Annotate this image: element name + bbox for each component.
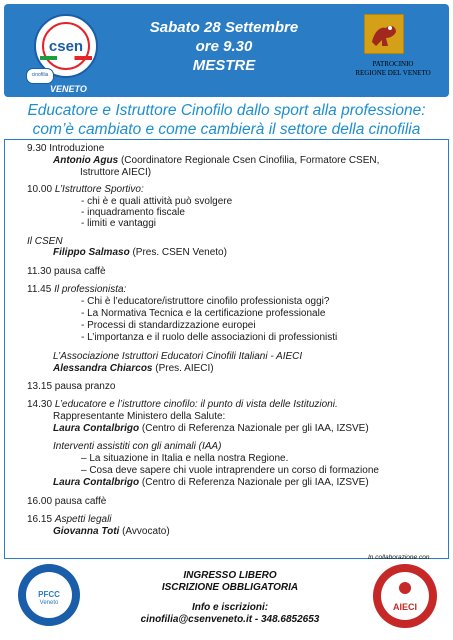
program-text: Antonio Agus: [53, 155, 119, 166]
program-text: Laura Contalbrigo: [53, 477, 140, 488]
program-line: [81, 453, 288, 465]
paw-icon: [399, 582, 411, 594]
program-suffix: (Centro di Referenza Nazionale per gli IAA, IZSVE): [139, 477, 369, 488]
program-box: [4, 139, 449, 559]
footer-info: [120, 570, 340, 626]
program-line: [81, 308, 325, 320]
program-line: [81, 320, 256, 332]
program-text: Istruttore AIECI): [80, 167, 152, 178]
program-text: 9.30 Introduzione: [27, 143, 105, 154]
regione-veneto-lion-icon: [364, 14, 404, 54]
program-text: - Processi di standardizzazione europei: [81, 320, 256, 331]
program-line: [81, 332, 337, 344]
program-line: [81, 296, 329, 308]
program-text: Rappresentante Ministero della Salute:: [53, 411, 226, 422]
patrocinio-line-2: REGIONE DEL VENETO: [355, 69, 431, 77]
pfcc-label: PFCC: [38, 590, 60, 599]
pfcc-sub: Veneto: [39, 600, 59, 606]
aieci-logo-inner: [381, 572, 429, 620]
patrocinio-label: [348, 60, 438, 78]
program-text: Giovanna Toti: [53, 526, 120, 537]
program-text: 16.00 pausa caffè: [27, 496, 107, 507]
logo-name: csen: [48, 38, 84, 55]
collab-label: In collaborazione con: [368, 554, 430, 561]
program-line: [81, 465, 379, 477]
program-line: [53, 411, 225, 423]
program-text: Alessandra Chiarcos: [53, 363, 153, 374]
program-text: Interventi assistiti con gli animali (IAA): [53, 441, 222, 452]
program-suffix: (Centro di Referenza Nazionale per gli IAA, IZSVE): [139, 423, 369, 434]
program-line: [27, 284, 126, 296]
program-topic: Il professionista:: [54, 284, 127, 295]
event-title: [6, 101, 447, 139]
patrocinio-line-1: PATROCINIO: [372, 60, 414, 68]
program-text: - chi è e quali attività può svolgere: [81, 196, 233, 207]
program-text: 13.15 pausa pranzo: [27, 381, 116, 392]
program-line: [81, 218, 156, 230]
pfcc-logo: [18, 564, 80, 626]
program-suffix: (Avvocato): [119, 526, 170, 537]
program-text: - Chi è l’educatore/istruttore cinofilo professionista oggi?: [81, 296, 330, 307]
program-line: [53, 526, 170, 538]
program-line: [27, 496, 106, 508]
cinofilia-badge: cinofilia: [26, 68, 54, 84]
program-text: 10.00: [27, 184, 55, 195]
program-line: [27, 381, 115, 393]
event-time: ore 9.30: [195, 38, 253, 55]
program-line: [80, 167, 151, 179]
program-text: - L’importanza e il ruolo delle associazioni di professionisti: [81, 332, 338, 343]
program-line: [53, 441, 221, 453]
footer-iscrizione: ISCRIZIONE OBBLIGATORIA: [161, 582, 299, 593]
program-text: - limiti e vantaggi: [81, 218, 157, 229]
program-line: [27, 143, 104, 155]
event-info: [134, 18, 314, 75]
program-text: - La Normativa Tecnica e la certificazione professionale: [81, 308, 326, 319]
program-suffix: (Coordinatore Regionale Csen Cinofilia, Formatore CSEN,: [118, 155, 380, 166]
program-text: - inquadramento fiscale: [81, 207, 185, 218]
program-text: L’Associazione Istruttori Educatori Cinofili Italiani - AIECI: [53, 351, 303, 362]
program-line: [53, 155, 379, 167]
program-suffix: (Pres. AIECI): [152, 363, 214, 374]
program-line: [27, 514, 112, 526]
program-line: [53, 363, 214, 375]
program-text: Filippo Salmaso: [53, 247, 130, 258]
program-topic: L’Istruttore Sportivo:: [54, 184, 144, 195]
program-text: Il CSEN: [27, 236, 63, 247]
program-text: – Cosa deve sapere chi vuole intraprendere un corso di formazione: [81, 465, 379, 476]
program-line: [53, 351, 302, 363]
program-line: [27, 184, 144, 196]
footer-info-label: Info e iscrizioni:: [191, 602, 269, 613]
logo-veneto-label: VENETO: [50, 84, 87, 94]
program-text: – La situazione in Italia e nella nostra Regione.: [81, 453, 289, 464]
program-line: [53, 477, 369, 489]
program-line: [53, 423, 369, 435]
title-line-2: com’è cambiato e come cambierà il settore della cinofilia: [32, 121, 421, 138]
footer-contacts: cinofilia@csenveneto.it - 348.6852653: [140, 614, 320, 625]
pfcc-logo-inner: [26, 572, 72, 618]
aieci-label: AIECI: [392, 602, 417, 612]
program-text: Laura Contalbrigo: [53, 423, 140, 434]
program-line: [27, 399, 338, 411]
program-text: 11.30 pausa caffè: [27, 266, 106, 277]
aieci-logo: [373, 564, 437, 628]
event-date: Sabato 28 Settembre: [149, 19, 299, 36]
program-topic: L’educatore e l’istruttore cinofilo: il punto di vista delle Istituzioni.: [54, 399, 338, 410]
program-topic: Aspetti legali: [54, 514, 112, 525]
footer-ingresso: INGRESSO LIBERO: [183, 570, 277, 581]
flag-stripe: [40, 56, 92, 60]
footer-spacer: [120, 594, 340, 602]
program-text: 14.30: [27, 399, 55, 410]
program-text: 16.15: [27, 514, 55, 525]
program-suffix: (Pres. CSEN Veneto): [129, 247, 227, 258]
program-line: [53, 247, 227, 259]
program-line: [27, 266, 106, 278]
title-line-1: Educatore e Istruttore Cinofilo dallo sport alla professione:: [27, 102, 426, 119]
event-place: MESTRE: [192, 57, 256, 74]
program-text: 11.45: [27, 284, 55, 295]
